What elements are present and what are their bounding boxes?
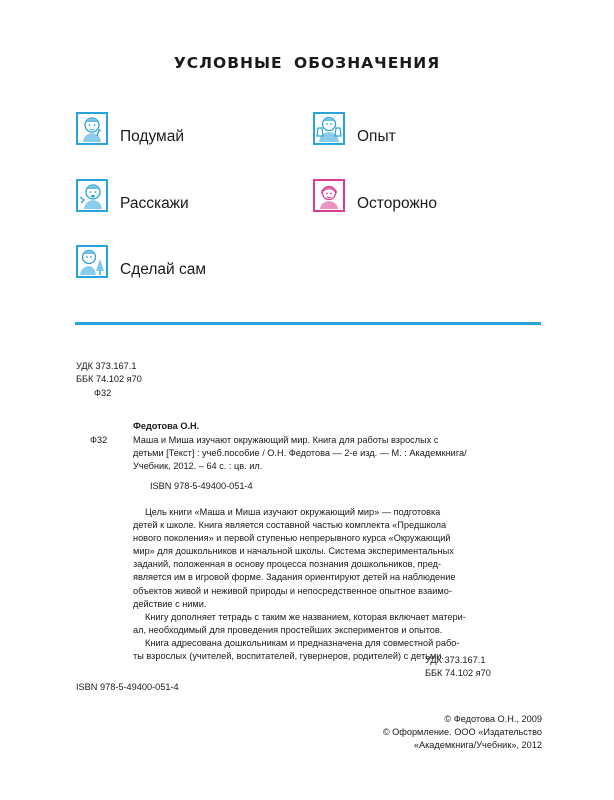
- bib-description-line: Учебник, 2012. – 64 с. : цв. ил.: [133, 461, 263, 472]
- bbk-code: ББК 74.102 я70: [76, 374, 142, 384]
- talking-boy-icon: [76, 179, 108, 212]
- copyright-line: «Академкнига/Учебник», 2012: [413, 740, 542, 751]
- do-it-yourself-boy-icon: [76, 245, 108, 278]
- bib-description-line: Маша и Миша изучают окружающий мир. Книга для работы взрослых с: [133, 435, 439, 445]
- thinking-boy-icon: [76, 112, 108, 145]
- experiment-boy-icon: [313, 112, 345, 145]
- legend-label-tell: Расскажи: [120, 195, 189, 212]
- annotation-paragraph: [133, 506, 548, 611]
- annotation-line: Цель книги «Маша и Миша изучают окружающий мир» — подготовка: [145, 507, 441, 517]
- annotation-line: действие с ними.: [133, 598, 207, 609]
- legend-label-think: Подумай: [120, 128, 184, 145]
- annotation-udk: УДК 373.167.1: [425, 655, 486, 665]
- footer-isbn: ISBN 978-5-49400-051-4: [76, 682, 179, 692]
- copyright-line: © Федотова О.Н., 2009: [444, 714, 542, 724]
- annotation-line: нового поколения» и первой ступенью непрерывного курса «Окружающий: [133, 533, 451, 544]
- legend-label-careful: Осторожно: [357, 195, 437, 212]
- bib-side-code: Ф32: [90, 435, 108, 445]
- annotation-line: Книга адресована дошкольникам и предназначена для совместной рабо-: [145, 637, 460, 648]
- legend-label-experiment: Опыт: [357, 128, 396, 145]
- annotation-paragraph: [133, 611, 548, 637]
- bib-isbn: ISBN 978-5-49400-051-4: [150, 481, 253, 491]
- page-title: УСЛОВНЫЕ ОБОЗНАЧЕНИЯ: [173, 54, 441, 72]
- careful-girl-icon: [313, 179, 345, 212]
- annotation: [133, 506, 548, 663]
- annotation-line: детей к школе. Книга является составной частью комплекта «Предшкола: [133, 520, 447, 531]
- annotation-line: ты взрослых (учителей, воспитателей, гувернеров, родителей) с детьми.: [133, 651, 444, 662]
- annotation-line: ал, необходимый для проведения простейших экспериментов и опытов.: [133, 624, 443, 635]
- annotation-line: мир» для дошкольников и начальной школы. Система экспериментальных: [133, 546, 454, 557]
- annotation-line: является им в игровой форме. Задания ориентируют детей на наблюдение: [133, 572, 456, 583]
- bib-description-line: детьми [Текст] : учеб.пособие / О.Н. Федотова — 2-е изд. — М. : Академкнига/: [133, 448, 467, 459]
- udk-code: УДК 373.167.1: [76, 361, 137, 371]
- annotation-line: Книгу дополняет тетрадь с таким же названием, которая включает матери-: [145, 611, 466, 622]
- section-divider: [75, 322, 541, 325]
- annotation-line: заданий, положенная в основу процесса познания дошкольников, пред-: [133, 559, 442, 570]
- author-name: Федотова О.Н.: [133, 421, 200, 431]
- copyright-line: © Оформление. ООО «Издательство: [382, 727, 542, 738]
- copyright-block: [300, 713, 542, 752]
- annotation-bbk: ББК 74.102 я70: [425, 668, 491, 678]
- author-code: Ф32: [94, 388, 112, 398]
- bib-description: [133, 434, 553, 473]
- annotation-paragraph: [133, 637, 548, 663]
- legend-label-do-it-yourself: Сделай сам: [120, 261, 206, 278]
- annotation-line: объектов живой и неживой природы и непосредственное опытное взаимо-: [133, 585, 452, 596]
